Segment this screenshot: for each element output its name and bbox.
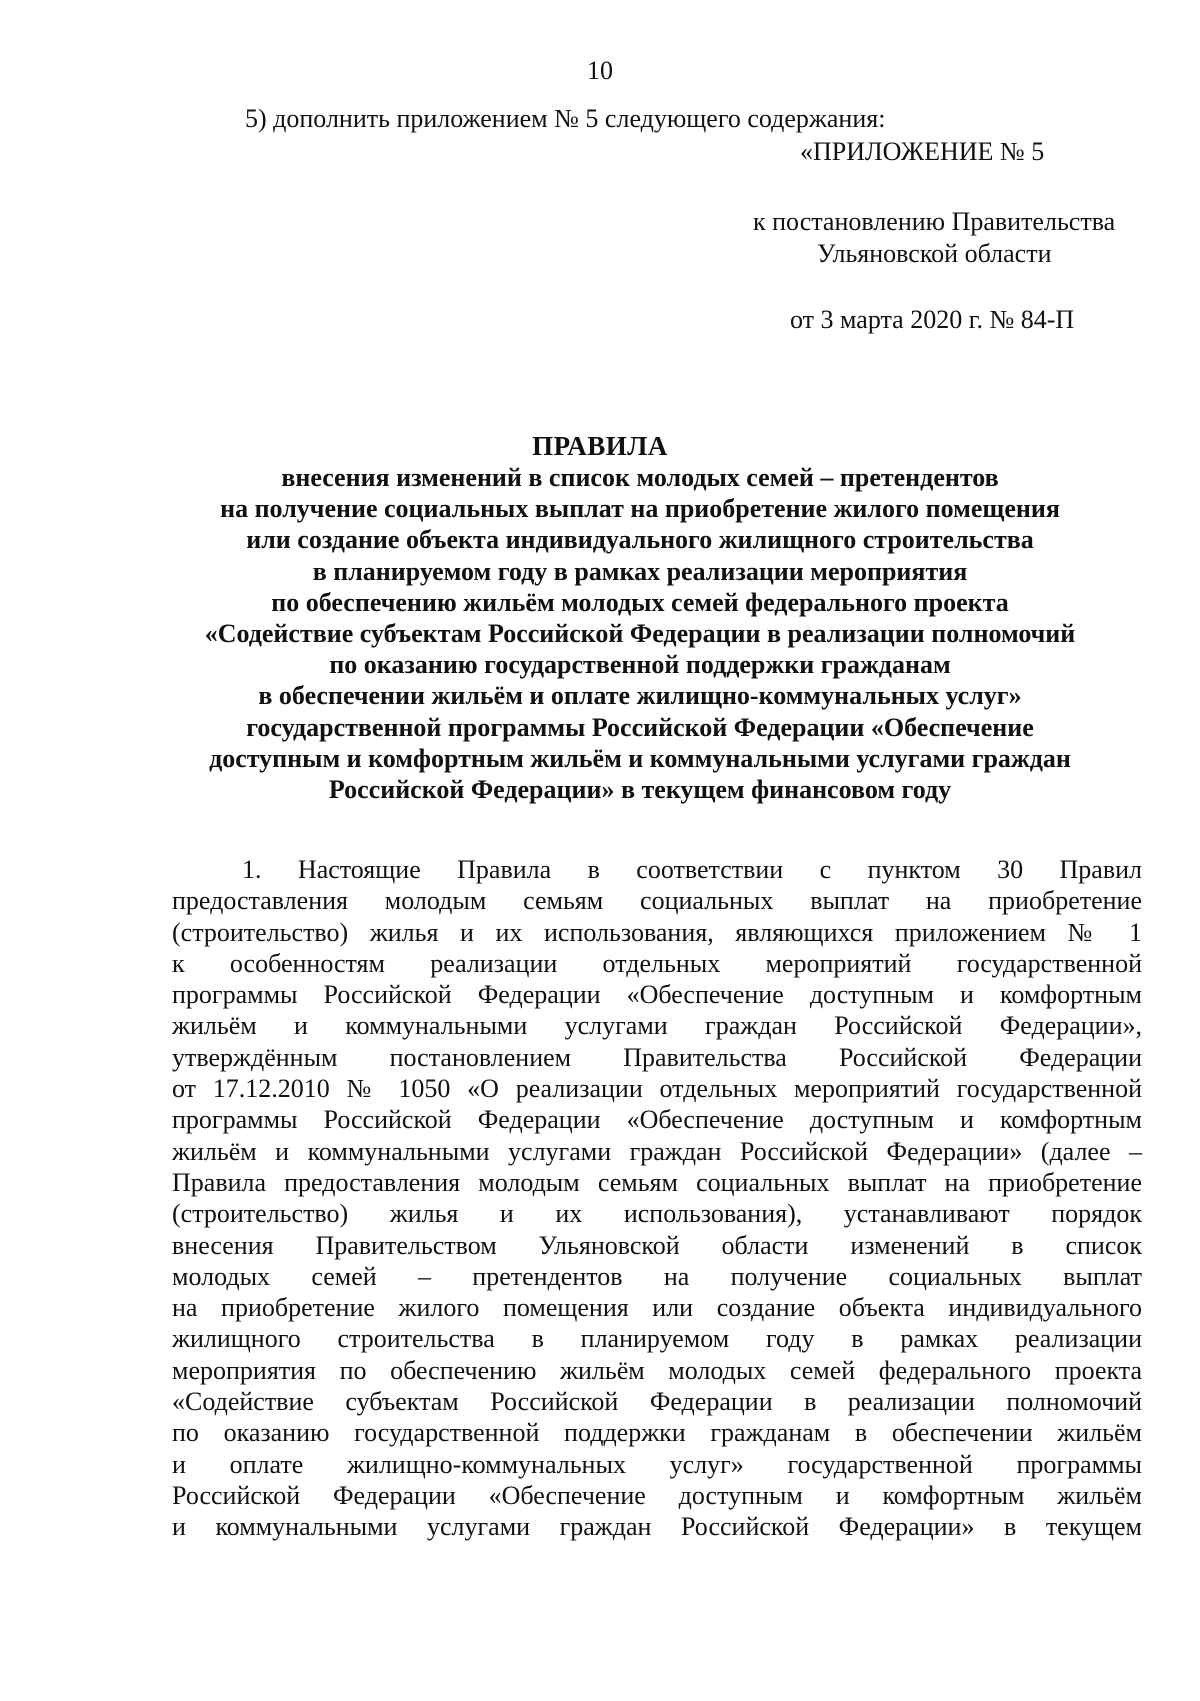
paragraph-line: жильём и коммунальными услугами граждан Российской Федерации» (далее – bbox=[172, 1136, 1142, 1166]
paragraph-line: молодых семей – претендентов на получение социальных выплат bbox=[172, 1261, 1142, 1291]
paragraph-line: внесения Правительством Ульяновской области изменений в список bbox=[172, 1230, 1142, 1260]
rules-subtitle-line: государственной программы Российской Федерации «Обеспечение bbox=[246, 712, 1034, 742]
paragraph-line: на приобретение жилого помещения или создание объекта индивидуального bbox=[172, 1293, 1142, 1323]
paragraph-line: к особенностям реализации отдельных мероприятий государственной bbox=[172, 948, 1142, 978]
paragraph-line: программы Российской Федерации «Обеспечение доступным и комфортным bbox=[172, 980, 1142, 1010]
paragraph-line: и оплате жилищно-коммунальных услуг» государственной программы bbox=[172, 1449, 1142, 1479]
paragraph-line: (строительство) жилья и их использования), устанавливают порядок bbox=[172, 1199, 1142, 1229]
rules-subtitle-line: «Содействие субъектам Российской Федерации в реализации полномочий bbox=[204, 619, 1076, 649]
paragraph-line: жилищного строительства в планируемом году в рамках реализации bbox=[172, 1324, 1142, 1354]
rules-subtitle-line: внесения изменений в список молодых семей – претендентов bbox=[281, 463, 999, 492]
paragraph-line: Российской Федерации «Обеспечение доступным и комфортным жильём bbox=[172, 1480, 1142, 1510]
paragraph-line: мероприятия по обеспечению жильём молодых семей федерального проекта bbox=[172, 1355, 1142, 1385]
paragraph-line: 1. Настоящие Правила в соответствии с пунктом 30 Правил bbox=[242, 855, 1142, 884]
rules-title: ПРАВИЛА bbox=[532, 431, 668, 461]
rules-subtitle-line: Российской Федерации» в текущем финансовом году bbox=[328, 775, 952, 805]
appendix-title: «ПРИЛОЖЕНИЕ № 5 bbox=[800, 137, 1045, 166]
appendix-region-line: Ульяновской области bbox=[817, 239, 1052, 268]
rules-subtitle-line: по обеспечению жильём молодых семей федерального проекта bbox=[271, 587, 1009, 617]
paragraph-line: программы Российской Федерации «Обеспечение доступным и комфортным bbox=[172, 1105, 1142, 1135]
rules-subtitle-line: в обеспечении жильём и оплате жилищно-коммунальных услуг» bbox=[258, 681, 1022, 711]
rules-subtitle-line: на получение социальных выплат на приобретение жилого помещения bbox=[220, 494, 1060, 524]
paragraph-line: Правила предоставления молодым семьям социальных выплат на приобретение bbox=[172, 1167, 1142, 1197]
rules-subtitle-line: в планируемом году в рамках реализации мероприятия bbox=[312, 556, 968, 586]
rules-subtitle-line: по оказанию государственной поддержки гражданам bbox=[329, 650, 951, 680]
rules-subtitle-line: доступным и комфортным жильём и коммунальными услугами граждан bbox=[209, 743, 1071, 773]
page-number: 10 bbox=[587, 56, 613, 85]
paragraph-line: от 17.12.2010 № 1050 «О реализации отдельных мероприятий государственной bbox=[172, 1074, 1142, 1104]
appendix-date-line: от 3 марта 2020 г. № 84-П bbox=[790, 305, 1075, 334]
paragraph-line: и коммунальными услугами граждан Российской Федерации» в текущем bbox=[172, 1512, 1142, 1542]
body-paragraph bbox=[172, 854, 1142, 1543]
paragraph-line: «Содействие субъектам Российской Федерации в реализации полномочий bbox=[172, 1387, 1142, 1417]
appendix-resolution-line: к постановлению Правительства bbox=[753, 207, 1116, 236]
paragraph-line: утверждённым постановлением Правительства Российской Федерации bbox=[172, 1042, 1142, 1072]
paragraph-line: предоставления молодым семьям социальных выплат на приобретение bbox=[172, 886, 1142, 916]
paragraph-line: по оказанию государственной поддержки гражданам в обеспечении жильём bbox=[172, 1418, 1142, 1448]
paragraph-line: жильём и коммунальными услугами граждан Российской Федерации», bbox=[172, 1011, 1142, 1041]
amendment-intro: 5) дополнить приложением № 5 следующего содержания: bbox=[245, 104, 886, 133]
paragraph-line: (строительство) жилья и их использования, являющихся приложением № 1 bbox=[172, 917, 1142, 947]
rules-subtitle-line: или создание объекта индивидуального жилищного строительства bbox=[246, 525, 1034, 555]
rules-subtitle bbox=[160, 462, 1120, 805]
